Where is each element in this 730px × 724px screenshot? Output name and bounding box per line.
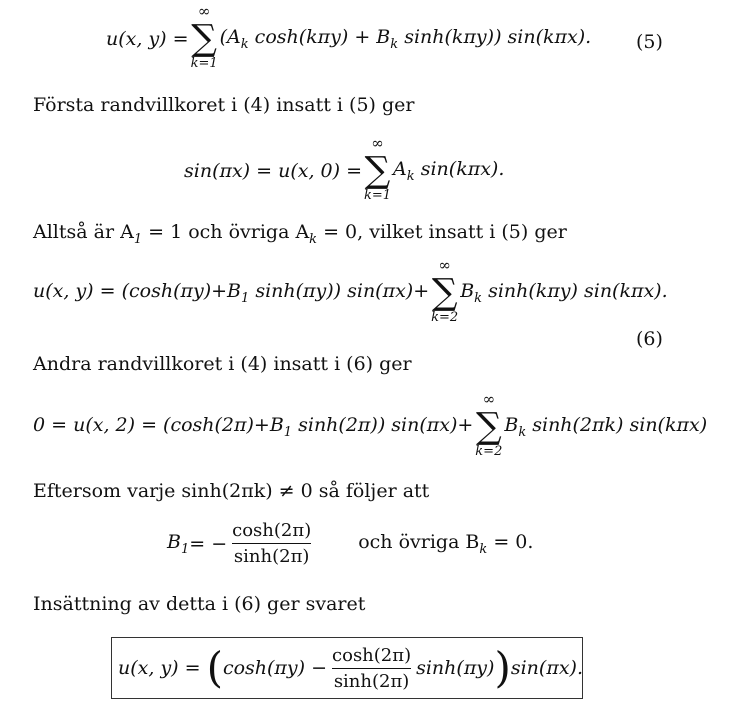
sigma-symbol: ∑ <box>191 18 217 59</box>
sigma-symbol: ∑ <box>364 150 391 191</box>
eqA-sum-upper: ∞ <box>371 134 384 152</box>
equation-final-answer <box>118 640 583 696</box>
final-tail: sin(πx). <box>510 657 583 679</box>
eqC-rhs: och övriga $B_k = 0$. <box>358 530 534 557</box>
eqA-body: $A_k$ sin(kπx). <box>393 157 505 184</box>
sigma-symbol: ∑ <box>431 272 458 313</box>
equation-5 <box>106 4 591 73</box>
equation-number-5: (5) <box>636 31 663 53</box>
eqC-denominator: sinh(2π) <box>232 543 312 567</box>
eq6-sum-lower: k=2 <box>431 310 459 325</box>
eq6-body: $B_k$ sinh(kπy) sin(kπx). <box>460 279 668 306</box>
equation-first-boundary <box>184 136 504 205</box>
sigma-symbol: ∑ <box>475 406 502 447</box>
eqC-lhs: $B_1$ <box>167 530 190 557</box>
eqB-body: $B_k$ sinh(2πk) sin(kπx) <box>504 413 708 440</box>
paragraph-second-boundary: Andra randvillkoret i (4) insatt i (6) ger <box>33 353 412 375</box>
eq5-lhs: u(x, y) = <box>106 27 189 50</box>
eqC-equals: = − <box>189 532 228 555</box>
equation-number-6: (6) <box>636 328 663 350</box>
eqC-fraction <box>230 520 313 567</box>
final-inner-1: cosh(πy) − <box>222 657 328 679</box>
equation-6 <box>33 258 668 327</box>
final-denominator: sinh(2π) <box>332 668 412 692</box>
eq6-lhs: u(x, $y) = (\cosh(\pi y)+B_1$ sinh(πy)) sin(πx)+ <box>33 279 430 306</box>
final-inner-2: sinh(πy) <box>416 657 495 679</box>
final-fraction <box>330 645 413 692</box>
eqA-lhs: sin(πx) = u(x, 0) = <box>184 159 362 182</box>
final-numerator: cosh(2π) <box>332 644 412 666</box>
paragraph-alltsa: Alltså är $A_1 = 1$ och övriga $A_k = 0$, vilket insatt i (5) ger <box>33 221 567 247</box>
eq5-summation <box>191 4 218 73</box>
paragraph-first-boundary: Första randvillkoret i (4) insatt i (5) ger <box>33 94 415 116</box>
eqA-summation <box>364 136 391 205</box>
paragraph-insattning: Insättning av detta i (6) ger svaret <box>33 593 366 615</box>
eq5-body: ($A_k$ $\cosh(k\pi y) + B_k$ sinh(kπy)) sin(kπx). <box>219 25 592 52</box>
paragraph-eftersom: Eftersom varje sinh(2πk) ≠ 0 så följer att <box>33 480 430 502</box>
eqB-lhs: 0 = u(x, $2) = (\cosh(2\pi)+B_1$ sinh(2π)) sin(πx)+ <box>33 413 474 440</box>
equation-b1-result <box>167 520 533 567</box>
eqB-summation <box>475 392 502 461</box>
equation-second-boundary <box>33 392 707 461</box>
final-lhs: u(x, y) = <box>118 657 201 679</box>
eq5-sum-upper: ∞ <box>197 2 211 20</box>
eqB-sum-upper: ∞ <box>482 390 496 408</box>
eqA-sum-lower: k=1 <box>364 188 392 203</box>
eq6-summation <box>431 258 458 327</box>
final-open-paren: ( <box>206 643 223 692</box>
final-close-paren: ) <box>494 643 511 692</box>
eqB-sum-lower: k=2 <box>475 444 503 459</box>
eq5-sum-lower: k=1 <box>190 56 218 71</box>
eqC-numerator: cosh(2π) <box>232 520 312 541</box>
eq6-sum-upper: ∞ <box>438 256 451 274</box>
